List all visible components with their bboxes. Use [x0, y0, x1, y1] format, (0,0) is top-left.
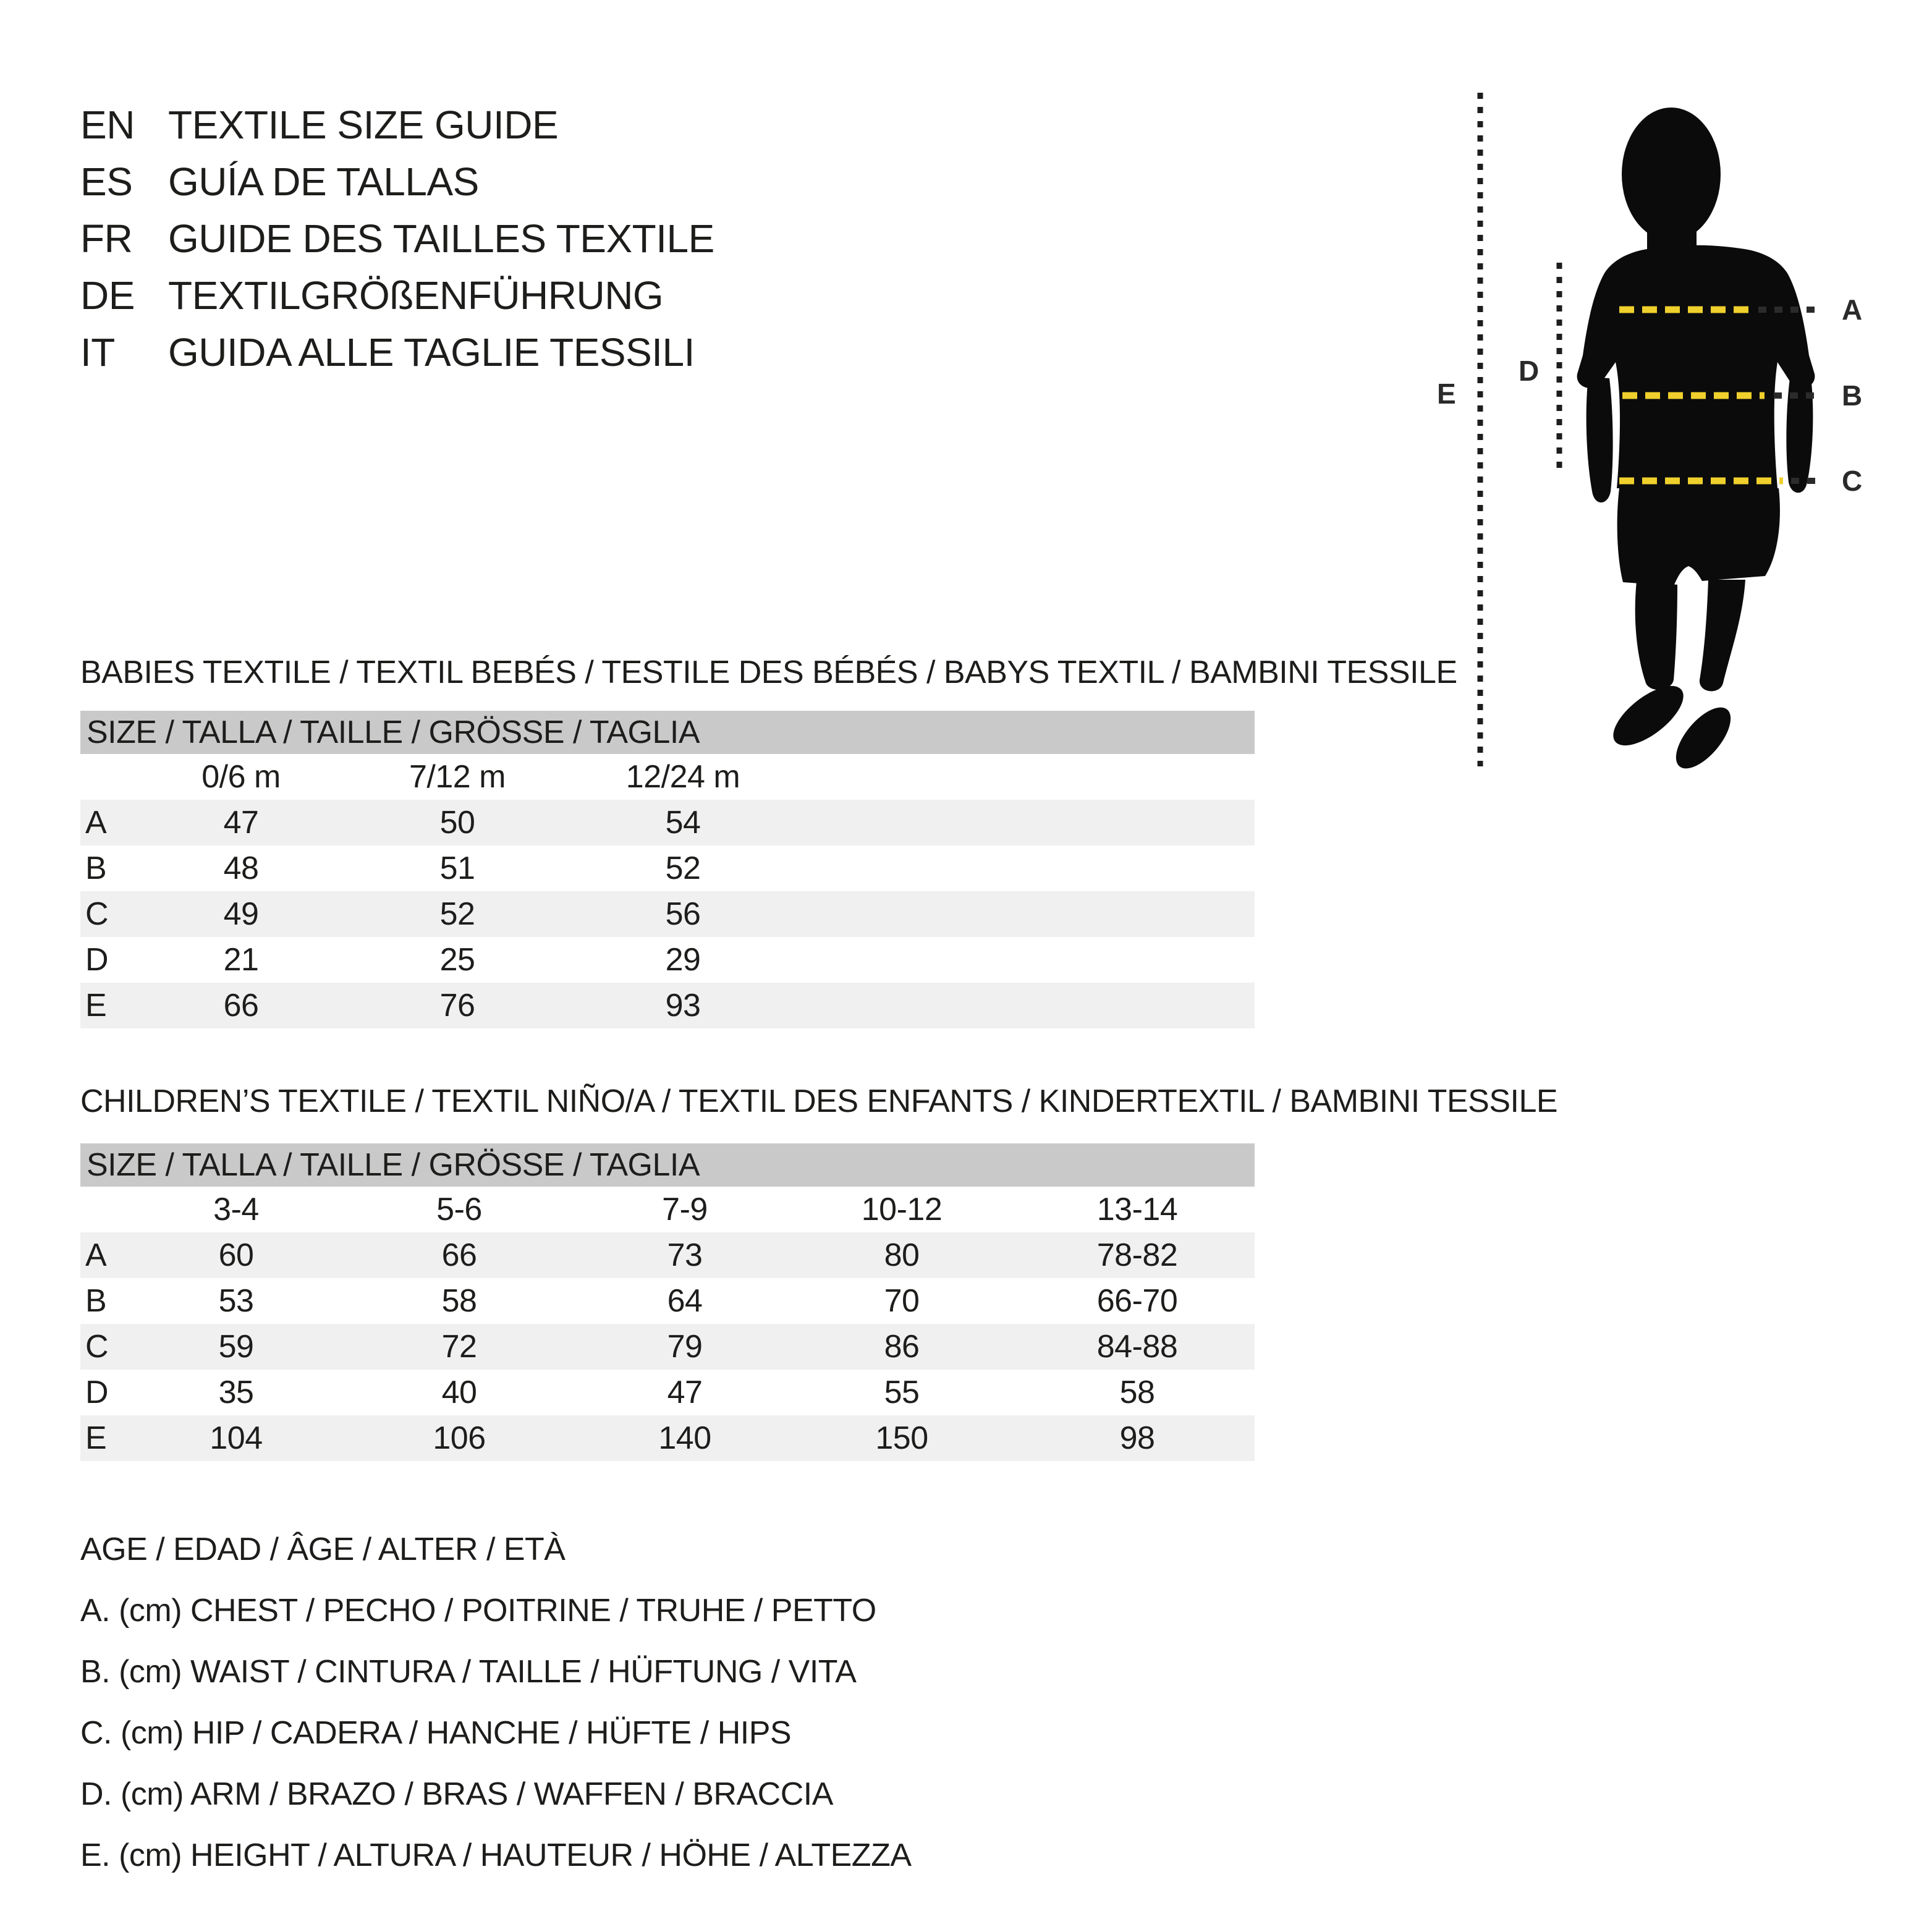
- table-row-e: [80, 983, 1255, 1028]
- table-cell: 21: [223, 942, 259, 978]
- table-cell: 51: [439, 850, 475, 886]
- child-silhouette-icon: [1409, 87, 1932, 803]
- language-row-es: [80, 153, 714, 210]
- table-cell: 47: [223, 805, 259, 841]
- column-header: 0/6 m: [201, 759, 281, 795]
- table-cell: 49: [223, 896, 259, 932]
- table-cell: 84-88: [1096, 1329, 1178, 1365]
- table-cell: 70: [884, 1283, 920, 1319]
- measurement-figure: [1409, 87, 1932, 803]
- table-cell: 40: [441, 1375, 477, 1410]
- guide-title: TEXTILGRÖßENFÜHRUNG: [168, 273, 664, 318]
- table-cell: 55: [884, 1375, 920, 1410]
- table-cell: 106: [433, 1420, 486, 1456]
- table-cell: 66: [441, 1237, 477, 1273]
- table-cell: 78-82: [1096, 1237, 1178, 1273]
- table-cell: 80: [884, 1237, 920, 1273]
- table-cell: 58: [441, 1283, 477, 1319]
- column-header: 7/12 m: [409, 759, 506, 795]
- row-label: B: [85, 1283, 107, 1319]
- table-cell: 25: [439, 942, 475, 978]
- children-size-table: [80, 1143, 1255, 1461]
- language-title-list: [80, 96, 714, 381]
- babies-section-title: BABIES TEXTILE / TEXTIL BEBÉS / TESTILE DES BÉBÉS / BABYS TEXTIL / BAMBINI TESSILE: [80, 655, 1457, 690]
- table-cell: 52: [665, 850, 701, 886]
- table-cell: 98: [1119, 1420, 1155, 1456]
- measurement-label-b: B: [1842, 379, 1863, 412]
- row-label: A: [85, 1237, 107, 1273]
- column-header: 13-14: [1096, 1192, 1178, 1227]
- size-header-label: SIZE / TALLA / TAILLE / GRÖSSE / TAGLIA: [87, 714, 700, 750]
- table-row-a: [80, 800, 1255, 845]
- table-cell: 35: [218, 1375, 254, 1410]
- table-row-c: [80, 891, 1255, 937]
- language-row-en: [80, 96, 714, 153]
- table-cell: 54: [665, 805, 701, 841]
- guide-title: GUÍA DE TALLAS: [168, 159, 479, 204]
- language-code: FR: [80, 216, 133, 261]
- row-label: E: [85, 988, 107, 1023]
- children-section-title: CHILDREN’S TEXTILE / TEXTIL NIÑO/A / TEXTIL DES ENFANTS / KINDERTEXTIL / BAMBINI TESSILE: [80, 1083, 1558, 1119]
- table-row-e: [80, 1415, 1255, 1461]
- legend-line-arm: D. (cm) ARM / BRAZO / BRAS / WAFFEN / BRACCIA: [80, 1776, 833, 1812]
- table-cell: 60: [218, 1237, 254, 1273]
- language-row-de: [80, 267, 714, 324]
- table-cell: 64: [667, 1283, 703, 1319]
- guide-title: GUIDA ALLE TAGLIE TESSILI: [168, 330, 695, 375]
- table-row-d: [80, 1370, 1255, 1415]
- language-code: ES: [80, 159, 133, 204]
- measurement-label-d: D: [1519, 355, 1540, 387]
- table-cell: 79: [667, 1329, 703, 1365]
- legend-line-height: E. (cm) HEIGHT / ALTURA / HAUTEUR / HÖHE / ALTEZZA: [80, 1837, 912, 1873]
- table-cell: 140: [658, 1420, 711, 1456]
- legend-line-chest: A. (cm) CHEST / PECHO / POITRINE / TRUHE / PETTO: [80, 1592, 876, 1629]
- table-row-c: [80, 1324, 1255, 1370]
- table-cell: 150: [875, 1420, 928, 1456]
- babies-column-header-row: [80, 754, 1255, 800]
- row-label: D: [85, 1375, 109, 1410]
- column-header: 5-6: [436, 1192, 482, 1227]
- child-silhouette: [1577, 108, 1815, 777]
- table-cell: 86: [884, 1329, 920, 1365]
- table-row-d: [80, 937, 1255, 983]
- table-cell: 104: [210, 1420, 263, 1456]
- children-column-header-row: [80, 1187, 1255, 1232]
- table-cell: 53: [218, 1283, 254, 1319]
- column-header: 3-4: [213, 1192, 259, 1227]
- table-row-b: [80, 845, 1255, 891]
- row-label: A: [85, 805, 107, 841]
- table-cell: 58: [1119, 1375, 1155, 1410]
- measurement-label-a: A: [1842, 294, 1863, 326]
- legend-line-hip: C. (cm) HIP / CADERA / HANCHE / HÜFTE / HIPS: [80, 1714, 792, 1751]
- column-header: 12/24 m: [625, 759, 740, 795]
- table-cell: 29: [665, 942, 701, 978]
- measurement-label-c: C: [1842, 465, 1863, 497]
- legend-line-age: AGE / EDAD / ÂGE / ALTER / ETÀ: [80, 1531, 566, 1567]
- row-label: C: [85, 896, 109, 932]
- measurement-legend: [80, 1519, 912, 1886]
- language-row-fr: [80, 210, 714, 267]
- table-cell: 72: [441, 1329, 477, 1365]
- table-cell: 66-70: [1096, 1283, 1178, 1319]
- babies-table-header-bar: [80, 711, 1255, 754]
- table-cell: 48: [223, 850, 259, 886]
- column-header: 7-9: [662, 1192, 708, 1227]
- guide-title: TEXTILE SIZE GUIDE: [168, 103, 559, 147]
- language-code: DE: [80, 273, 135, 318]
- row-label: E: [85, 1420, 107, 1456]
- language-code: EN: [80, 103, 135, 147]
- table-cell: 50: [439, 805, 475, 841]
- row-label: D: [85, 942, 109, 978]
- table-cell: 76: [439, 988, 475, 1023]
- legend-line-waist: B. (cm) WAIST / CINTURA / TAILLE / HÜFTUNG / VITA: [80, 1653, 857, 1690]
- table-cell: 73: [667, 1237, 703, 1273]
- table-cell: 66: [223, 988, 259, 1023]
- table-cell: 93: [665, 988, 701, 1023]
- babies-size-table: [80, 711, 1255, 1028]
- row-label: B: [85, 850, 107, 886]
- language-code: IT: [80, 330, 115, 375]
- row-label: C: [85, 1329, 109, 1365]
- table-row-b: [80, 1278, 1255, 1324]
- table-cell: 52: [439, 896, 475, 932]
- children-table-header-bar: [80, 1143, 1255, 1187]
- table-cell: 47: [667, 1375, 703, 1410]
- table-cell: 56: [665, 896, 701, 932]
- guide-title: GUIDE DES TAILLES TEXTILE: [168, 216, 714, 261]
- column-header: 10-12: [861, 1192, 943, 1227]
- measurement-label-e: E: [1437, 378, 1456, 410]
- language-row-it: [80, 324, 714, 381]
- table-row-a: [80, 1232, 1255, 1278]
- size-header-label: SIZE / TALLA / TAILLE / GRÖSSE / TAGLIA: [87, 1147, 700, 1183]
- table-cell: 59: [218, 1329, 254, 1365]
